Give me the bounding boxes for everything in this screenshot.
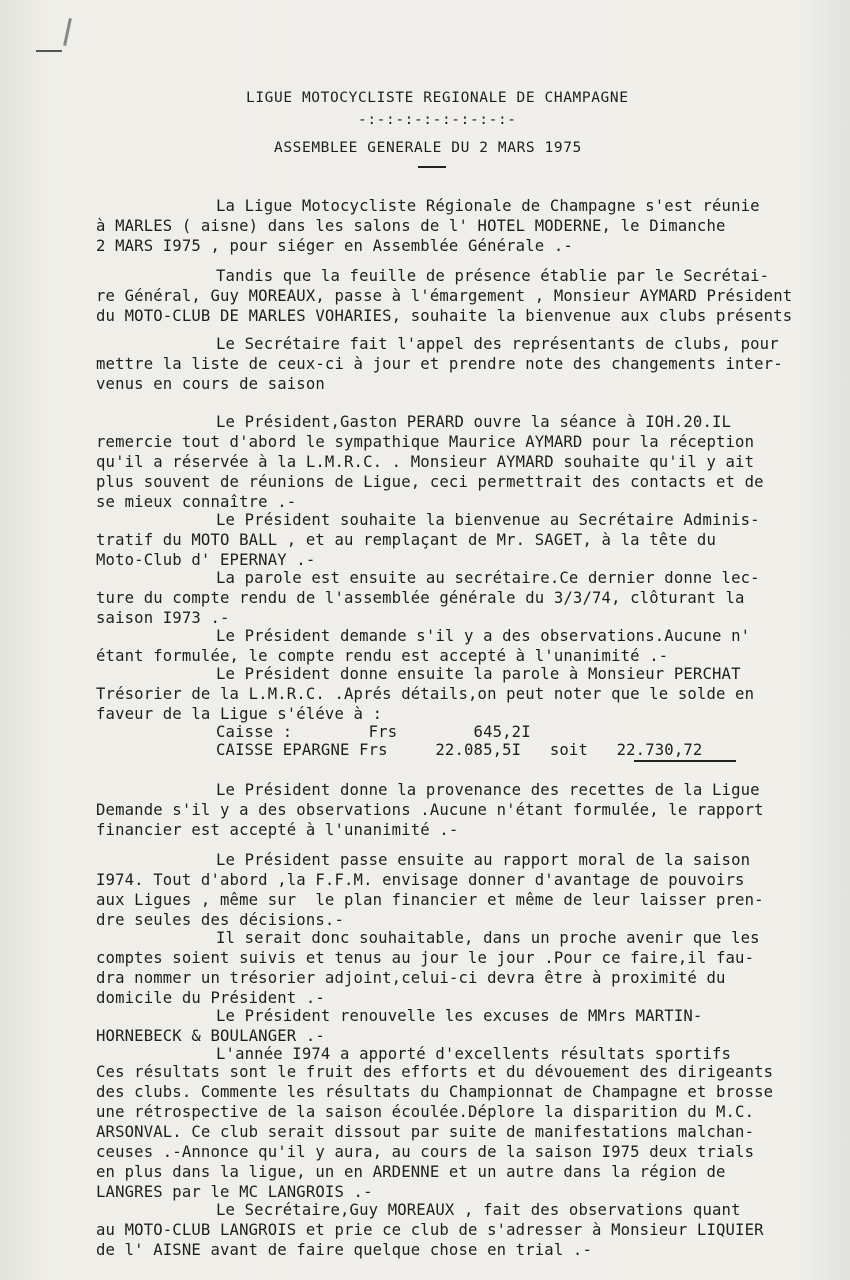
text-line: faveur de la Ligue s'éléve à : bbox=[96, 705, 383, 723]
text-line: domicile du Président .- bbox=[96, 989, 325, 1007]
text-line: Le Secrétaire fait l'appel des représentants de clubs, pour bbox=[216, 335, 779, 353]
text-line: Trésorier de la L.M.R.C. .Aprés détails,on peut noter que le solde en bbox=[96, 685, 755, 703]
text-line: en plus dans la ligue, un en ARDENNE et un autre dans la région de bbox=[96, 1163, 726, 1181]
title-divider: -:-:-:-:-:-:-:-:- bbox=[358, 112, 517, 128]
text-line: Le Président passe ensuite au rapport moral de la saison bbox=[216, 851, 751, 869]
text-line: Moto-Club d' EPERNAY .- bbox=[96, 551, 316, 569]
text-line: Le Président donne ensuite la parole à Monsieur PERCHAT bbox=[216, 665, 741, 683]
balance-row-caisse: Caisse : Frs 645,2I bbox=[216, 723, 531, 741]
text-line: étant formulée, le compte rendu est accepté à l'unanimité .- bbox=[96, 647, 669, 665]
document-title: LIGUE MOTOCYCLISTE REGIONALE DE CHAMPAGNE bbox=[246, 90, 629, 106]
text-line: plus souvent de réunions de Ligue, ceci permettrait des contacts et de bbox=[96, 473, 764, 491]
text-line: Le Président souhaite la bienvenue au Secrétaire Adminis- bbox=[216, 511, 760, 529]
margin-tick bbox=[63, 18, 72, 46]
text-line: comptes soient suivis et tenus au jour le jour .Pour ce faire,il fau- bbox=[96, 949, 755, 967]
text-line: au MOTO-CLUB LANGROIS et prie ce club de s'adresser à Monsieur LIQUIER bbox=[96, 1221, 764, 1239]
text-line: du MOTO-CLUB DE MARLES VOHARIES, souhaite la bienvenue aux clubs présents bbox=[96, 307, 793, 325]
text-line: remercie tout d'abord le sympathique Maurice AYMARD pour la réception bbox=[96, 433, 755, 451]
text-line: mettre la liste de ceux-ci à jour et prendre note des changements inter- bbox=[96, 355, 783, 373]
text-line: I974. Tout d'abord ,la F.F.M. envisage donner d'avantage de pouvoirs bbox=[96, 871, 745, 889]
text-line: Demande s'il y a des observations .Aucune n'étant formulée, le rapport bbox=[96, 801, 764, 819]
text-line: 2 MARS I975 , pour siéger en Assemblée Générale .- bbox=[96, 237, 573, 255]
text-line: LANGRES par le MC LANGROIS .- bbox=[96, 1183, 373, 1201]
text-line: qu'il a réservée à la L.M.R.C. . Monsieur AYMARD souhaite qu'il y ait bbox=[96, 453, 755, 471]
text-line: Il serait donc souhaitable, dans un proche avenir que les bbox=[216, 929, 760, 947]
text-line: ceuses .-Annonce qu'il y aura, au cours de la saison I975 deux trials bbox=[96, 1143, 755, 1161]
text-line: Le Secrétaire,Guy MOREAUX , fait des observations quant bbox=[216, 1201, 741, 1219]
text-line: de l' AISNE avant de faire quelque chose en trial .- bbox=[96, 1241, 592, 1259]
balance-row-epargne: CAISSE EPARGNE Frs 22.085,5I soit 22.730,72 bbox=[216, 741, 703, 759]
text-line: se mieux connaître .- bbox=[96, 493, 297, 511]
text-line: La Ligue Motocycliste Régionale de Champagne s'est réunie bbox=[216, 197, 760, 215]
total-underline bbox=[634, 760, 736, 762]
text-line: une rétrospective de la saison écoulée.Déplore la disparition du M.C. bbox=[96, 1103, 755, 1121]
text-line: HORNEBECK & BOULANGER .- bbox=[96, 1027, 325, 1045]
text-line: ARSONVAL. Ce club serait dissout par suite de manifestations malchan- bbox=[96, 1123, 755, 1141]
text-line: Tandis que la feuille de présence établie par le Secrétai- bbox=[216, 267, 770, 285]
text-line: re Général, Guy MOREAUX, passe à l'émargement , Monsieur AYMARD Président bbox=[96, 287, 793, 305]
document-subtitle: ASSEMBLEE GENERALE DU 2 MARS 1975 bbox=[274, 140, 582, 156]
text-line: saison I973 .- bbox=[96, 609, 230, 627]
subtitle-rule bbox=[418, 166, 446, 168]
text-line: venus en cours de saison bbox=[96, 375, 325, 393]
text-line: aux Ligues , même sur le plan financier et même de leur laisser pren- bbox=[96, 891, 764, 909]
text-line: des clubs. Commente les résultats du Championnat de Champagne et brosse bbox=[96, 1083, 774, 1101]
text-line: ture du compte rendu de l'assemblée générale du 3/3/74, clôturant la bbox=[96, 589, 745, 607]
text-line: tratif du MOTO BALL , et au remplaçant de Mr. SAGET, à la tête du bbox=[96, 531, 716, 549]
text-line: Le Président,Gaston PERARD ouvre la séance à IOH.20.IL bbox=[216, 413, 732, 431]
text-line: à MARLES ( aisne) dans les salons de l' HOTEL MODERNE, le Dimanche bbox=[96, 217, 726, 235]
text-line: dra nommer un trésorier adjoint,celui-ci devra être à proximité du bbox=[96, 969, 726, 987]
text-line: Le Président donne la provenance des recettes de la Ligue bbox=[216, 781, 760, 799]
margin-mark bbox=[36, 50, 62, 52]
text-line: L'année I974 a apporté d'excellents résultats sportifs bbox=[216, 1045, 732, 1063]
text-line: Le Président demande s'il y a des observations.Aucune n' bbox=[216, 627, 751, 645]
text-line: Ces résultats sont le fruit des efforts et du dévouement des dirigeants bbox=[96, 1063, 774, 1081]
text-line: financier est accepté à l'unanimité .- bbox=[96, 821, 459, 839]
text-line: Le Président renouvelle les excuses de MMrs MARTIN- bbox=[216, 1007, 703, 1025]
text-line: La parole est ensuite au secrétaire.Ce dernier donne lec- bbox=[216, 569, 760, 587]
text-line: dre seules des décisions.- bbox=[96, 911, 344, 929]
